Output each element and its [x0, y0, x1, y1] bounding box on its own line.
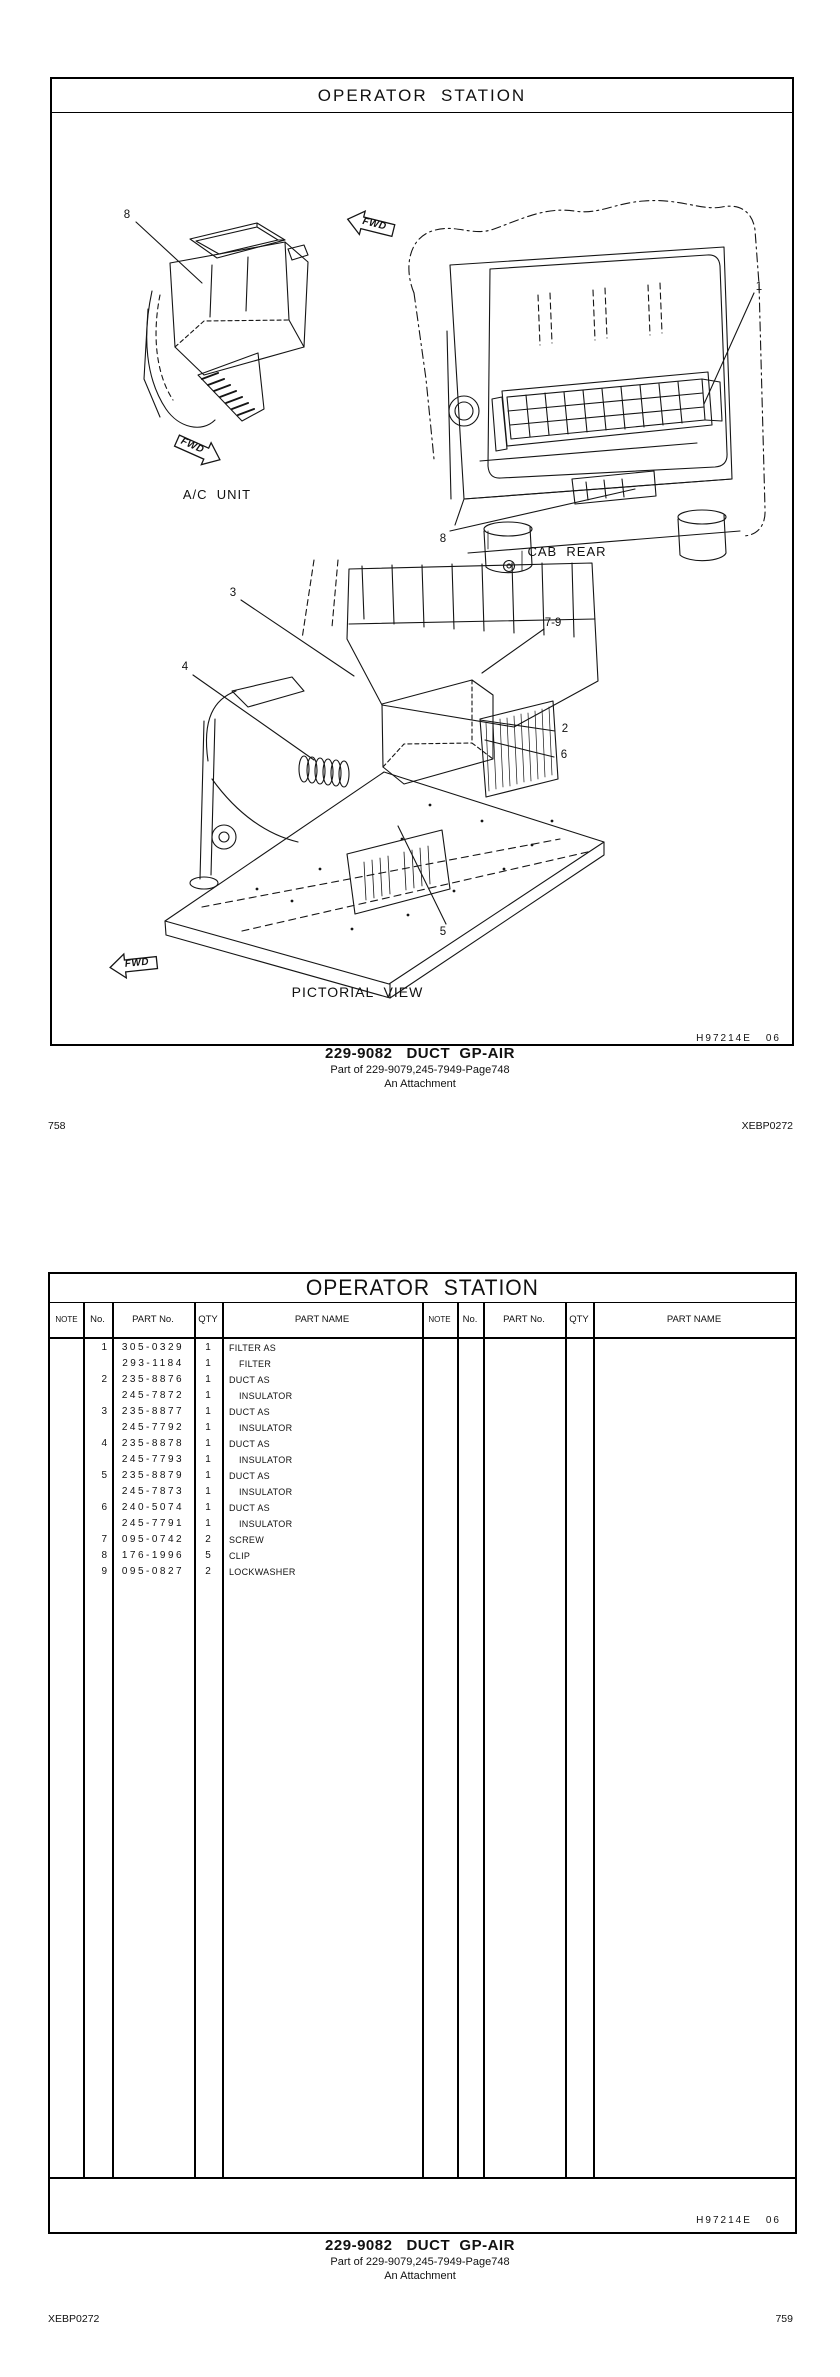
caption-title: 229-9082 DUCT GP-AIR [325, 2237, 515, 2254]
cell-no [83, 1420, 112, 1436]
fwd-label: FWD [179, 435, 206, 456]
col-line [422, 1302, 424, 2177]
page-title: OPERATOR STATION [317, 85, 527, 105]
cab-rear-drawing [409, 201, 765, 573]
cell-part-name: INSULATOR [239, 1391, 293, 1401]
caption-subtitle: Part of 229-9079,245-7949-Page748 [330, 2255, 510, 2268]
cell-no [83, 1388, 112, 1404]
table-row [50, 1516, 422, 1532]
cell-part-name: INSULATOR [239, 1423, 293, 1433]
cell-part-name: INSULATOR [239, 1455, 293, 1465]
cell-qty: 1 [205, 1438, 211, 1449]
table-row [50, 1484, 422, 1500]
caption-subtitle: Part of 229-9079,245-7949-Page748 [330, 1063, 510, 1076]
callout-1-cab-rear: 1 [755, 281, 763, 293]
page-number-758: 758 [48, 1120, 66, 1132]
cell-note [50, 1548, 83, 1564]
cell-part-no: 245-7872 [121, 1390, 185, 1401]
cell-part-no: 235-8878 [121, 1438, 185, 1449]
doc-code: H97214E [696, 1033, 752, 1044]
header-note: NOTE [428, 1315, 451, 1324]
fwd-label: FWD [124, 956, 150, 970]
cell-note [50, 1436, 83, 1452]
cell-no: 7 [101, 1534, 107, 1545]
fwd-arrow-pictorial [107, 947, 162, 982]
cell-qty: 1 [205, 1342, 211, 1353]
cell-no [83, 1516, 112, 1532]
cell-note [50, 1484, 83, 1500]
cell-qty: 1 [205, 1422, 211, 1433]
cell-note [50, 1516, 83, 1532]
cell-qty: 2 [205, 1566, 211, 1577]
cell-no [83, 1484, 112, 1500]
table-row [50, 1388, 422, 1404]
page-758-title-band [52, 79, 792, 113]
callout-8-cab-rear: 8 [439, 533, 447, 545]
cell-no: 1 [101, 1342, 107, 1353]
figure-caption-758 [0, 1045, 840, 1091]
cell-note [50, 1404, 83, 1420]
cell-qty: 2 [205, 1534, 211, 1545]
cell-part-name: SCREW [229, 1535, 264, 1545]
table-row [50, 1564, 422, 1580]
cell-part-name: DUCT AS [229, 1375, 270, 1385]
cell-no: 6 [101, 1502, 107, 1513]
cell-part-no: 095-0827 [121, 1566, 185, 1577]
col-line [483, 1302, 485, 2177]
cell-part-name: CLIP [229, 1551, 251, 1561]
page-title: OPERATOR STATION [305, 1275, 540, 1300]
callout-6-pictorial: 6 [560, 749, 568, 761]
cell-no: 4 [101, 1438, 107, 1449]
table-row [50, 1500, 422, 1516]
cell-note [50, 1564, 83, 1580]
table-row [50, 1420, 422, 1436]
cell-qty: 1 [205, 1406, 211, 1417]
cell-note [50, 1452, 83, 1468]
caption-note: An Attachment [384, 2269, 456, 2282]
cell-note [50, 1468, 83, 1484]
cell-qty: 1 [205, 1518, 211, 1529]
cell-note [50, 1340, 83, 1356]
cell-part-name: DUCT AS [229, 1471, 270, 1481]
figure-caption-759 [0, 2237, 840, 2283]
leader-ac-8 [136, 222, 202, 283]
header-part-name: PART NAME [294, 1314, 350, 1325]
cell-part-name: DUCT AS [229, 1439, 270, 1449]
leader-p-3 [241, 600, 354, 676]
leader-p-4 [193, 675, 314, 760]
cell-no [83, 1452, 112, 1468]
table-row [50, 1548, 422, 1564]
page-number-759: 759 [775, 2313, 793, 2325]
cell-note [50, 1388, 83, 1404]
cell-note [50, 1532, 83, 1548]
table-row [50, 1356, 422, 1372]
caption-title: 229-9082 DUCT GP-AIR [325, 1045, 515, 1062]
parts-list [50, 1340, 422, 1580]
cell-part-name: LOCKWASHER [229, 1567, 296, 1577]
cell-note [50, 1372, 83, 1388]
pictorial-view-label: PICTORIAL VIEW [291, 984, 424, 1000]
header-part-no: PART No. [132, 1314, 174, 1325]
table-row [50, 1468, 422, 1484]
page-759-title-band [50, 1274, 795, 1303]
header-part-name: PART NAME [666, 1314, 722, 1325]
cell-qty: 1 [205, 1486, 211, 1497]
cell-note [50, 1356, 83, 1372]
cell-qty: 1 [205, 1470, 211, 1481]
table-row [50, 1436, 422, 1452]
doc-rev: 06 [765, 1033, 781, 1044]
cell-note [50, 1500, 83, 1516]
col-line [565, 1302, 567, 2177]
header-qty: QTY [569, 1314, 589, 1325]
pictorial-view-drawing [165, 560, 604, 998]
table-row [50, 1404, 422, 1420]
cell-qty: 1 [205, 1502, 211, 1513]
cell-part-no: 245-7791 [121, 1518, 185, 1529]
cell-no: 3 [101, 1406, 107, 1417]
caption-note: An Attachment [384, 1077, 456, 1090]
cell-part-name: INSULATOR [239, 1519, 293, 1529]
callout-2-pictorial: 2 [561, 723, 569, 735]
header-note: NOTE [55, 1315, 78, 1324]
cell-part-no: 305-0329 [121, 1342, 185, 1353]
callout-8-ac-unit: 8 [123, 209, 131, 221]
callout-5-pictorial: 5 [439, 926, 447, 938]
leader-cab-8 [450, 489, 635, 531]
header-qty: QTY [198, 1314, 218, 1325]
cell-no: 5 [101, 1470, 107, 1481]
callout-7-9-pictorial: 7-9 [544, 617, 562, 629]
cell-qty: 1 [205, 1454, 211, 1465]
header-part-no: PART No. [503, 1314, 545, 1325]
cab-rear-label: CAB REAR [527, 544, 607, 559]
cell-part-no: 095-0742 [121, 1534, 185, 1545]
cell-part-no: 176-1996 [121, 1550, 185, 1561]
doc-code-line [677, 2204, 781, 2237]
table-row [50, 1532, 422, 1548]
doc-id-759: XEBP0272 [48, 2313, 100, 2325]
cell-no: 2 [101, 1374, 107, 1385]
header-no: No. [462, 1314, 478, 1325]
cell-qty: 1 [205, 1358, 211, 1369]
fwd-label: FWD [361, 216, 388, 233]
cell-part-no: 240-5074 [121, 1502, 185, 1513]
header-no: No. [90, 1314, 105, 1325]
cell-no: 9 [101, 1566, 107, 1577]
table-row [50, 1372, 422, 1388]
cell-part-no: 245-7873 [121, 1486, 185, 1497]
cell-part-name: DUCT AS [229, 1407, 270, 1417]
cell-part-no: 245-7793 [121, 1454, 185, 1465]
cell-part-no: 235-8879 [121, 1470, 185, 1481]
table-row [50, 1452, 422, 1468]
cell-no: 8 [101, 1550, 107, 1561]
cell-part-name: INSULATOR [239, 1487, 293, 1497]
leader-p-7-9 [482, 629, 544, 673]
table-bottom-line [50, 2177, 795, 2179]
cell-qty: 1 [205, 1374, 211, 1385]
cell-part-name: FILTER AS [229, 1343, 277, 1353]
cell-qty: 5 [205, 1550, 211, 1561]
callout-4-pictorial: 4 [181, 661, 189, 673]
cell-part-no: 293-1184 [122, 1358, 184, 1369]
col-line [457, 1302, 459, 2177]
callout-3-pictorial: 3 [229, 587, 237, 599]
table-row [50, 1340, 422, 1356]
ac-unit-drawing [136, 222, 308, 427]
leader-p-2 [480, 720, 555, 731]
doc-code: H97214E [696, 2215, 752, 2226]
cell-part-name: DUCT AS [229, 1503, 270, 1513]
page-758 [50, 77, 794, 1046]
cell-note [50, 1420, 83, 1436]
ac-unit-label: A/C UNIT [182, 487, 252, 502]
cell-no [83, 1356, 112, 1372]
table-header-row [50, 1302, 795, 1337]
cell-part-no: 235-8877 [121, 1406, 185, 1417]
col-line [593, 1302, 595, 2177]
cell-qty: 1 [205, 1390, 211, 1401]
doc-id-758: XEBP0272 [741, 1120, 793, 1132]
cell-part-name: FILTER [239, 1359, 272, 1369]
cell-part-no: 245-7792 [121, 1422, 185, 1433]
figures-line-art [52, 112, 792, 1012]
page-759 [48, 1272, 797, 2234]
doc-rev: 06 [765, 2215, 781, 2226]
cell-part-no: 235-8876 [121, 1374, 185, 1385]
